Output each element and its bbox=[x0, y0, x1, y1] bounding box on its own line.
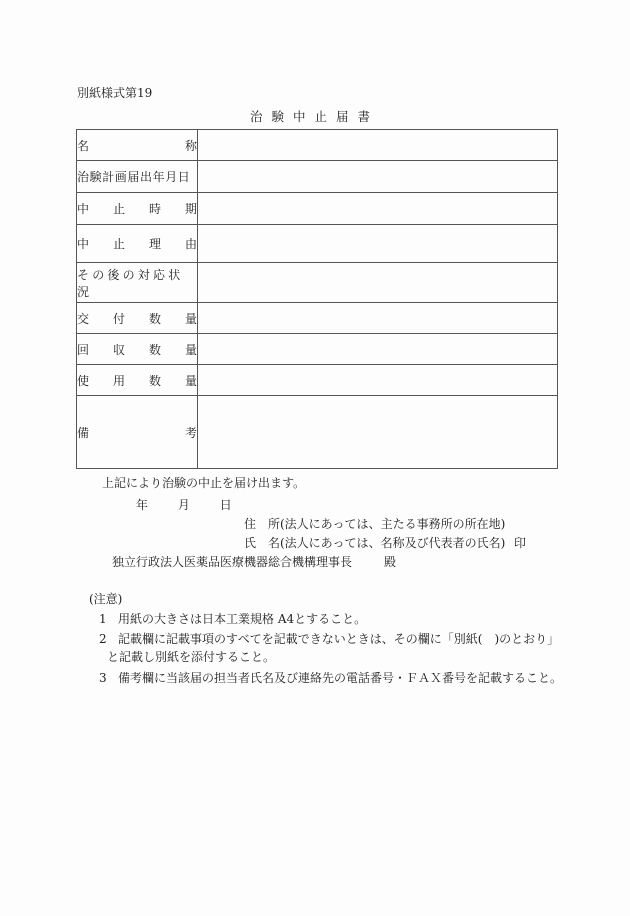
label-text bbox=[77, 341, 197, 358]
label-char: 使 bbox=[77, 373, 90, 388]
note-text: 用紙の大きさは日本工業規格 A4とすること。 bbox=[118, 612, 367, 626]
form-row-value-field[interactable] bbox=[198, 161, 558, 193]
label-text bbox=[77, 310, 197, 327]
label-char: 止 bbox=[112, 202, 125, 216]
form-number: 別紙様式第19 bbox=[77, 86, 153, 100]
note-number: 3 bbox=[99, 671, 107, 685]
note-item-2-continuation: と記載し別紙を添付すること。 bbox=[107, 650, 276, 664]
name-line: 氏 名(法人にあっては、名称及び代表者の氏名) bbox=[244, 536, 506, 550]
note-item-1 bbox=[99, 610, 366, 627]
label-char: 量 bbox=[184, 311, 197, 326]
form-row-label bbox=[77, 193, 198, 225]
form-row-value-field[interactable] bbox=[198, 263, 558, 303]
notes-heading: (注意) bbox=[89, 592, 123, 606]
notification-form-table bbox=[76, 129, 558, 469]
label-char: 収 bbox=[112, 342, 125, 357]
honorific: 殿 bbox=[384, 555, 397, 569]
label-char: 名 bbox=[77, 138, 90, 153]
label-char: 量 bbox=[184, 342, 197, 357]
label-text bbox=[77, 168, 197, 185]
form-row-label bbox=[77, 303, 198, 334]
address-line: 住 所(法人にあっては、主たる事務所の所在地) bbox=[244, 517, 506, 531]
label-char: 備 bbox=[77, 425, 90, 440]
label-text bbox=[77, 424, 197, 441]
label-text bbox=[77, 200, 197, 217]
date-month: 月 bbox=[177, 498, 190, 512]
label-text bbox=[77, 137, 197, 154]
label-char: 期 bbox=[184, 202, 197, 216]
date-year: 年 bbox=[136, 498, 149, 512]
form-row-label bbox=[77, 130, 198, 161]
label-char: 回 bbox=[77, 342, 90, 357]
label-text bbox=[77, 372, 197, 389]
label-char: 中 bbox=[77, 237, 90, 251]
label-char: その後の対応状況 bbox=[77, 267, 184, 299]
form-row-label bbox=[77, 263, 198, 303]
label-char: 止 bbox=[112, 237, 125, 251]
label-char: 理 bbox=[148, 237, 161, 251]
label-char: 治験計画届出年月日 bbox=[77, 170, 191, 184]
form-row-label bbox=[77, 161, 198, 193]
note-number: 1 bbox=[99, 612, 107, 626]
date-line bbox=[136, 496, 258, 513]
note-text: 記載欄に記載事項のすべてを記載できないときは、その欄に「別紙( )のとおり」 bbox=[118, 632, 560, 646]
form-row-value-field[interactable] bbox=[198, 225, 558, 263]
date-day: 日 bbox=[219, 498, 232, 512]
label-char: 用 bbox=[112, 373, 125, 388]
form-row-label bbox=[77, 365, 198, 396]
label-char: 由 bbox=[184, 237, 197, 251]
form-row-value-field[interactable] bbox=[198, 334, 558, 365]
form-row bbox=[77, 303, 558, 334]
form-row-value-field[interactable] bbox=[198, 303, 558, 334]
form-row-value-field[interactable] bbox=[198, 193, 558, 225]
form-row bbox=[77, 130, 558, 161]
form-row-value-field[interactable] bbox=[198, 130, 558, 161]
form-row-label bbox=[77, 334, 198, 365]
label-char: 数 bbox=[148, 373, 161, 388]
seal-mark: 印 bbox=[514, 536, 527, 550]
label-text bbox=[77, 266, 197, 300]
label-char: 称 bbox=[184, 138, 197, 153]
label-char: 交 bbox=[77, 311, 90, 326]
form-row bbox=[77, 334, 558, 365]
label-char: 数 bbox=[148, 311, 161, 326]
note-item-3 bbox=[99, 669, 562, 686]
note-text: 備考欄に当該届の担当者氏名及び連絡先の電話番号・ＦＡＸ番号を記載すること。 bbox=[118, 671, 563, 685]
note-item-2 bbox=[99, 630, 559, 647]
note-number: 2 bbox=[99, 632, 107, 646]
statement-text: 上記により治験の中止を届け出ます。 bbox=[102, 476, 306, 490]
label-char: 考 bbox=[184, 425, 197, 440]
label-char: 数 bbox=[148, 342, 161, 357]
label-char: 量 bbox=[184, 373, 197, 388]
label-char: 付 bbox=[112, 311, 125, 326]
form-row-value-field[interactable] bbox=[198, 396, 558, 469]
form-row-label bbox=[77, 396, 198, 469]
label-text bbox=[77, 235, 197, 252]
form-row bbox=[77, 225, 558, 263]
form-row bbox=[77, 161, 558, 193]
form-row bbox=[77, 365, 558, 396]
label-char: 中 bbox=[77, 202, 90, 216]
form-row-label bbox=[77, 225, 198, 263]
label-char: 時 bbox=[148, 202, 161, 216]
document-title: 治験中止届書 bbox=[250, 109, 380, 124]
form-row-value-field[interactable] bbox=[198, 365, 558, 396]
form-row bbox=[77, 263, 558, 303]
form-row bbox=[77, 396, 558, 469]
addressee: 独立行政法人医薬品医療機器総合機構理事長 bbox=[112, 555, 353, 569]
form-row bbox=[77, 193, 558, 225]
